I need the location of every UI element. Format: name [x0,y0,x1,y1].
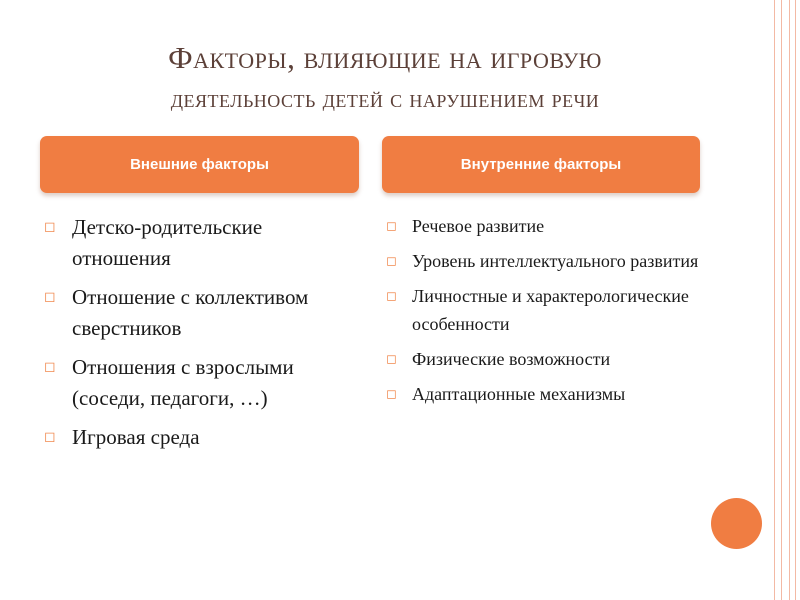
bullet-icon: ◻ [386,351,397,366]
bullet-icon: ◻ [44,360,56,375]
list-item-text: Отношения с взрослыми (соседи, педагоги, …) [72,355,294,410]
frame-line [774,0,775,600]
list-item [386,282,706,338]
list-item [44,282,364,344]
bullet-icon: ◻ [386,288,397,303]
list-item-text: Детско-родительские отношения [72,215,263,270]
frame-line [789,0,790,600]
frame-line [795,0,796,600]
list-item-text: Личностные и характерологические особенности [412,286,689,334]
bullet-icon: ◻ [44,430,56,445]
list-item-text: Игровая среда [72,425,200,449]
bullet-icon: ◻ [386,253,397,268]
list-item-text: Адаптационные механизмы [412,384,626,404]
list-item-text: Речевое развитие [412,216,545,236]
external-factors-header [40,136,359,193]
list-item [386,247,706,275]
internal-factors-list [386,212,706,415]
list-item-text: Уровень интеллектуального развития [412,251,699,271]
list-item [386,380,706,408]
list-item [44,352,364,414]
list-item [386,212,706,240]
list-item [44,422,364,453]
list-item [386,345,706,373]
internal-factors-header [382,136,700,193]
list-item-text: Отношение с коллективом сверстников [72,285,309,340]
internal-factors-header-label: Внутренние факторы [460,156,622,173]
external-factors-list [44,212,364,461]
bullet-icon: ◻ [44,220,56,235]
decorative-circle [711,498,762,549]
external-factors-header-label: Внешние факторы [130,156,269,173]
slide-title-line-1: Факторы, влияющие на игровую [168,40,602,75]
list-item-text: Физические возможности [412,349,611,369]
frame-line [781,0,782,600]
bullet-icon: ◻ [386,218,397,233]
bullet-icon: ◻ [44,290,56,305]
list-item [44,212,364,274]
bullet-icon: ◻ [386,386,397,401]
slide-title-line-2: деятельность детей с нарушением речи [170,86,600,113]
